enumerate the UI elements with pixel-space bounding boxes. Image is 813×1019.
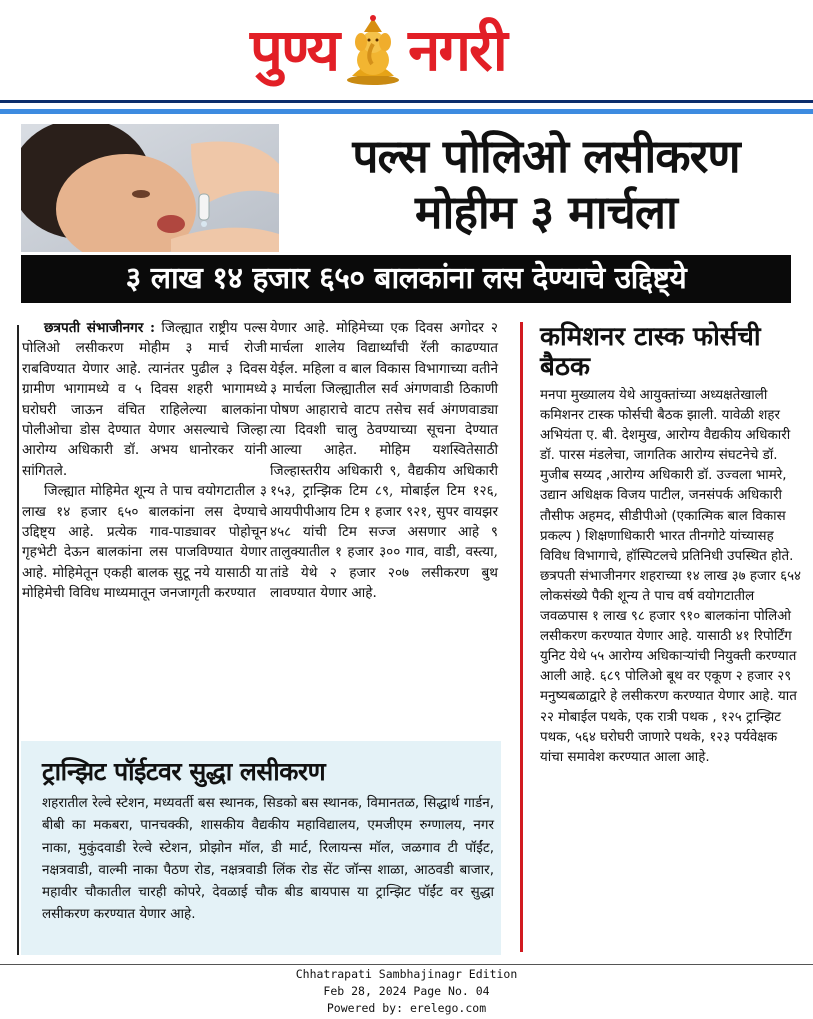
- transit-box-text: शहरातील रेल्वे स्टेशन, मध्यवर्ती बस स्थानक, सिडको बस स्थानक, विमानतळ, सिद्धार्थ गार्डन, बीबी का मकबरा, पानचक्की, शासकीय वैद्यकीय महाविद्यालय, एमजीएम रुग्णालय, नगर नाका, मुकुंदवाडी रेल्वे स्टेशन, प्रोझोन मॉल, डी मार्ट, रिलायन्स मॉल, जळगाव टी पॉईंट, नक्षत्रवाडी, वाल्मी नाका पैठण रोड, नक्षत्रवाडी लिंक रोड सेंट जॉन्स शाळा, आठवडी बाजार, महावीर चौकातील चारही कोपरे, देवळाई चौक बीड बायपास या ट्रान्झिट पॉईंट वर सुद्धा लसीकरण करण्यात येणार आहे.: [42, 795, 494, 923]
- sidebar-paragraph-1: मनपा मुख्यालय येथे आयुक्तांच्या अध्यक्षतेखाली कमिशनर टास्क फोर्सची बैठक झाली. यावेळी शहर अभियंता ए. बी. देशमुख, आरोग्य वैद्यकीय अधिकारी डॉ. पारस मंडलेचा, जागतिक आरोग्य संघटनेचे डॉ. मुजीब सय्यद ,आरोग्य अधिकारी डॉ. उज्वला भामरे, उद्यान अधिक्षक विजय पाटील, जनसंपर्क अधिकारी तौसीफ अहमद, सीडीपीओ (एकात्मिक बाल विकास प्रकल्प ) शिक्षणाधिकारी भारत तीनगोटे यांच्यासह विविध विभागाचे, हॉस्पिटलचे प्रतिनिधी उपस्थित होते.: [540, 388, 794, 564]
- dateline: छत्रपती संभाजीनगर :: [44, 320, 156, 336]
- sidebar-text: [540, 386, 802, 768]
- footer: [0, 966, 813, 1016]
- headline-line-1: पल्स पोलिओ लसीकरण: [352, 129, 740, 183]
- masthead-rule-light: [0, 109, 813, 114]
- edition-label: Chhatrapati Sambhajinagr Edition: [295, 967, 518, 981]
- ganesh-emblem-icon: [342, 14, 404, 86]
- brand-left-word: पुण्य: [250, 16, 339, 84]
- left-column-rule: [17, 325, 19, 955]
- child-polio-drops-photo: [21, 124, 279, 252]
- sidebar-divider-rule: [520, 322, 523, 952]
- headline: [286, 128, 806, 240]
- article-column-1: [22, 318, 267, 604]
- article-paragraph-1-text: जिल्ह्यात राष्ट्रीय पल्स पोलिओ लसीकरण मोहीम ३ मार्च रोजी राबविण्यात येणार आहे. त्यानंतर पुढील ३ दिवस ग्रामीण भागामध्ये व ५ दिवस शहरी भागामध्ये घरोघरी जाऊन वंचित राहिलेल्या बालकांना पोलीओचा डोस देण्यात येणार असल्याचे जिल्हा आरोग्य अधिकारी डॉ. अभय धानोरकर यांनी सांगितले.: [22, 320, 267, 479]
- footer-rule: [0, 964, 813, 965]
- brand-right-word: नगरी: [408, 16, 506, 84]
- masthead-rule-dark: [0, 100, 813, 103]
- newspaper-logo[interactable]: [250, 10, 506, 90]
- article-paragraph-1: [22, 318, 267, 481]
- article-paragraph-2: जिल्ह्यात मोहिमेत शून्य ते पाच वयोगटातील ३ लाख १४ हजार ६५० बालकांना लस देण्याचे उद्दिष्ट्य आहे. प्रत्येक गाव-पाड्यावर पोहोचून गृहभेटी देऊन बालकांना लस पाजविण्यात येणार आहे. मोहिमेतून एकही बालक सुटू नये यासाठी या मोहिमेची विविध माध्यमातून जनजागृती करण्यात: [22, 483, 267, 602]
- transit-box-title: ट्रान्झिट पॉईटवर सुद्धा लसीकरण: [42, 757, 326, 786]
- sidebar-title: कमिशनर टास्क फोर्सची बैठक: [540, 322, 761, 382]
- article-paragraph-3: येणार आहे. मोहिमेच्या एक दिवस अगोदर २ मार्चला शालेय विद्यार्थ्यांची रॅली काढण्यात येईल. महिला व बाल विकास विभागाच्या वतीने ३ मार्चला जिल्ह्यातील सर्व अंगणवाडी ठिकाणी पोषण आहाराचे वाटप तसेच सर्व अंगणवाड्या त्या दिवशी चालु ठेवण्याच्या सूचना देण्यात आल्या आहेत. मोहिम यशस्वितेसाठी जिल्हास्तरीय अधिकारी ९, वैद्यकीय अधिकारी १५३, ट्रान्झिक टिम ८९, मोबाईल टिम १२६, आयपीपीआय टिम १ हजार ९२१, सुपर वायझर ४५८ यांची टिम सज्ज असणार आहे ९ तालुक्यातील १ हजार ३०० गाव, वाडी, वस्त्या, तांडे येथे २ हजार २०७ लसीकरण बुथ लावण्यात येणार आहे.: [270, 320, 498, 602]
- powered-by-link[interactable]: Powered by: erelego.com: [326, 1000, 487, 1015]
- sidebar-paragraph-2: छत्रपती संभाजीनगर शहराच्या १४ लाख ३७ हजार ६५४ लोकसंख्ये पैकी शून्य ते पाच वर्ष वयोगटातील जवळपास १ लाख ९८ हजार ९१० बालकांना पोलिओ लसीकरण करण्यात येणार आहे. यासाठी ४१ रिपोर्टिंग युनिट येथे ५५ आरोग्य अधिकाऱ्यांची नियुक्ती करण्यात आली आहे. ६८९ पोलिओ बूथ वर एकूण २ हजार २९ मनुष्यबळाद्वारे हे लसीकरण करण्यात येणार आहे. यात २२ मोबाईल पथके, एक रात्री पथक , १२५ ट्रान्झिट पथक, ५६४ घरोघरी जाणारे पथके, १२३ पर्यवेक्षक यांचा समावेश करण्यात आला आहे.: [540, 568, 801, 765]
- headline-line-2: मोहीम ३ मार्चला: [415, 185, 677, 239]
- article-column-2: [270, 318, 498, 604]
- subheadline: ३ लाख १४ हजार ६५० बालकांना लस देण्याचे उद्दिष्ट्ये: [125, 261, 687, 296]
- masthead: [0, 0, 813, 100]
- date-page-label: Feb 28, 2024 Page No. 04: [323, 983, 490, 998]
